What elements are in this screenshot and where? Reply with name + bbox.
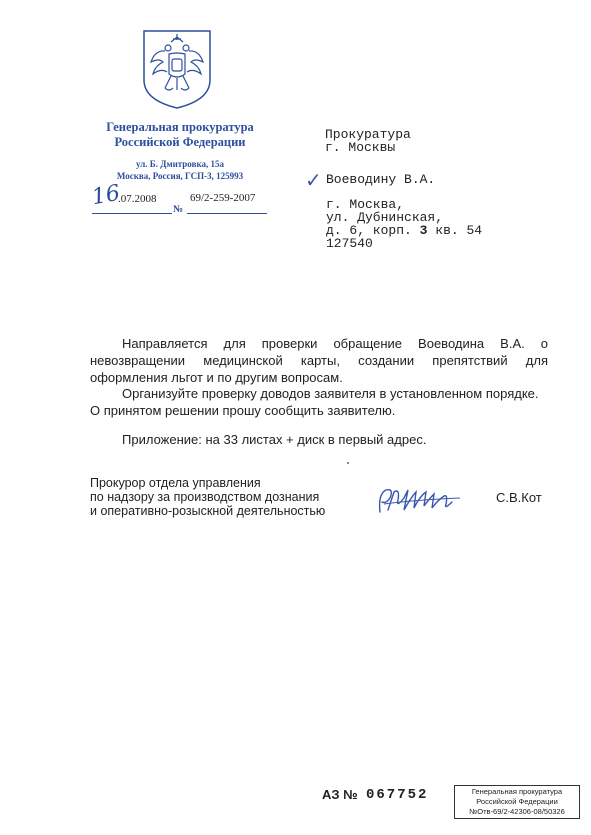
signatory-position-line2: по надзору за производством дознания bbox=[90, 490, 320, 504]
number-sign: № bbox=[173, 204, 184, 215]
date-underline bbox=[92, 213, 172, 214]
signatory-position bbox=[90, 476, 325, 518]
attachment-note: Приложение: на 33 листах + диск в первый адрес. bbox=[122, 432, 427, 447]
organization-address bbox=[62, 158, 298, 182]
recipient-primary-line2: г. Москвы bbox=[325, 140, 396, 155]
recipient-address-korp: 3 bbox=[419, 223, 428, 238]
organization-address-line2: Москва, Россия, ГСП-3, 125993 bbox=[116, 171, 244, 181]
recipient-address-line1: г. Москва, bbox=[326, 197, 405, 212]
stamp-line3: №Отв-69/2-42306-08/50326 bbox=[469, 807, 565, 816]
body-paragraph-1: Направляется для проверки обращение Воеводина В.А. о невозвращении медицинской карты, создании препятствий для оформления льгот и по другим вопросам. bbox=[90, 336, 548, 385]
registration-stamp bbox=[454, 785, 580, 819]
handwritten-day: 16 bbox=[90, 180, 122, 211]
form-number: 067752 bbox=[366, 787, 429, 803]
organization-name-line1: Генеральная прокуратура bbox=[106, 120, 254, 134]
ink-dot bbox=[347, 462, 349, 464]
recipient-primary bbox=[325, 128, 411, 154]
recipient-copy-name: Воеводину В.А. bbox=[326, 172, 436, 187]
recipient-postcode: 127540 bbox=[326, 236, 373, 251]
handwritten-signature-icon bbox=[374, 482, 470, 518]
recipient-primary-line1: Прокуратура bbox=[325, 127, 411, 142]
recipient-address-line3-prefix: д. 6, корп. bbox=[326, 223, 412, 238]
number-underline bbox=[187, 213, 267, 214]
body-paragraph-2: Организуйте проверку доводов заявителя в установленном порядке. О принятом решении прошу сообщить заявителю. bbox=[90, 386, 539, 418]
signer-name: С.В.Кот bbox=[496, 490, 542, 505]
double-headed-eagle-emblem-icon bbox=[141, 28, 213, 110]
stamp-line2: Российской Федерации bbox=[476, 797, 558, 806]
outgoing-number: 69/2-259-2007 bbox=[190, 192, 256, 204]
form-series: АЗ № bbox=[322, 787, 358, 802]
recipient-address bbox=[326, 198, 482, 250]
signatory-position-line1: Прокурор отдела управления bbox=[90, 476, 261, 490]
letter-date: .07.2008 bbox=[118, 193, 157, 205]
checkmark-icon: ✓ bbox=[305, 168, 322, 192]
recipient-address-line3-suffix: кв. 54 bbox=[435, 223, 483, 238]
organization-address-line1: ул. Б. Дмитровка, 15а bbox=[135, 159, 224, 169]
organization-name-line2: Российской Федерации bbox=[114, 135, 246, 149]
organization-name bbox=[62, 120, 298, 150]
recipient-address-line2: ул. Дубнинская, bbox=[326, 210, 444, 225]
signatory-position-line3: и оперативно-розыскной деятельностью bbox=[90, 504, 326, 518]
stamp-line1: Генеральная прокуратура bbox=[471, 787, 563, 796]
